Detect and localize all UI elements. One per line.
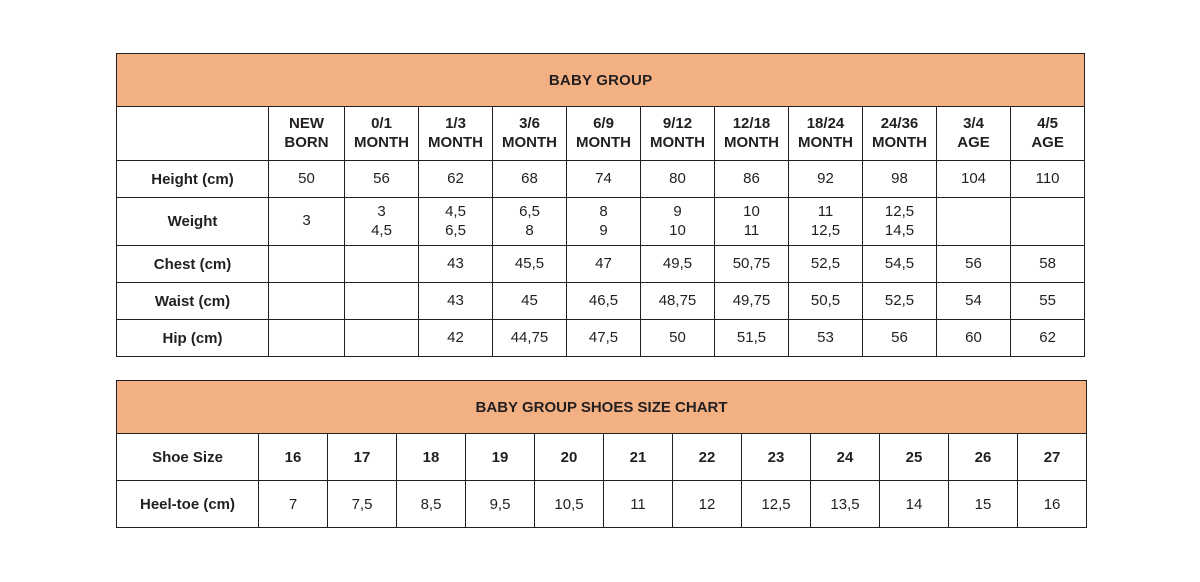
cell-waist-24-36-month: 52,5: [863, 283, 937, 320]
cell-hip-9-12-month: 50: [641, 320, 715, 357]
cell-weight-4-5-age: [1011, 198, 1085, 246]
cell-shoe-size-19: 19: [466, 434, 535, 481]
cell-heel-toe-17: 7,5: [328, 481, 397, 528]
cell-weight-24-36-month: [863, 198, 937, 246]
table-row: [117, 283, 1085, 320]
cell-chest-4-5-age: 58: [1011, 246, 1085, 283]
cell-heel-toe-26: 15: [949, 481, 1018, 528]
column-header-6-9-month: [567, 107, 641, 161]
row-label-hip: Hip (cm): [117, 320, 269, 357]
cell-shoe-size-26: 26: [949, 434, 1018, 481]
cell-weight-new-born: [269, 198, 345, 246]
header-line-2: BORN: [284, 133, 329, 151]
shoes-title-row: [117, 381, 1087, 434]
value-bottom: 8: [525, 221, 534, 239]
row-label-heel-toe: Heel-toe (cm): [117, 481, 259, 528]
value-bottom: 9: [599, 221, 608, 239]
cell-height-4-5-age: 110: [1011, 161, 1085, 198]
value-top: 3: [302, 212, 311, 230]
header-line-1: 18/24: [806, 115, 845, 133]
cell-waist-1-3-month: 43: [419, 283, 493, 320]
value-bottom: 6,5: [445, 221, 466, 239]
row-label-chest: Chest (cm): [117, 246, 269, 283]
cell-shoe-size-16: 16: [259, 434, 328, 481]
cell-heel-toe-23: 12,5: [742, 481, 811, 528]
cell-heel-toe-24: 13,5: [811, 481, 880, 528]
cell-chest-24-36-month: 54,5: [863, 246, 937, 283]
cell-chest-6-9-month: 47: [567, 246, 641, 283]
cell-chest-1-3-month: 43: [419, 246, 493, 283]
value-top: 10: [743, 203, 760, 221]
header-line-2: MONTH: [428, 133, 483, 151]
row-label-shoe-size: Shoe Size: [117, 434, 259, 481]
value-top: 8: [599, 203, 608, 221]
cell-waist-12-18-month: 49,75: [715, 283, 789, 320]
cell-chest-0-1-month: [345, 246, 419, 283]
column-header-9-12-month: [641, 107, 715, 161]
cell-hip-1-3-month: 42: [419, 320, 493, 357]
cell-hip-6-9-month: 47,5: [567, 320, 641, 357]
cell-hip-18-24-month: 53: [789, 320, 863, 357]
cell-chest-new-born: [269, 246, 345, 283]
value-top: 11: [817, 203, 834, 221]
baby-group-table: [116, 53, 1085, 357]
cell-heel-toe-16: 7: [259, 481, 328, 528]
table-row: [117, 434, 1087, 481]
row-label-waist: Waist (cm): [117, 283, 269, 320]
cell-height-12-18-month: 86: [715, 161, 789, 198]
column-header-24-36-month: [863, 107, 937, 161]
cell-shoe-size-17: 17: [328, 434, 397, 481]
table-row: [117, 246, 1085, 283]
header-line-1: 9/12: [662, 115, 693, 133]
header-line-2: MONTH: [798, 133, 853, 151]
header-line-2: MONTH: [502, 133, 557, 151]
cell-chest-9-12-month: 49,5: [641, 246, 715, 283]
cell-weight-18-24-month: [789, 198, 863, 246]
header-line-2: MONTH: [872, 133, 927, 151]
cell-height-1-3-month: 62: [419, 161, 493, 198]
cell-weight-12-18-month: [715, 198, 789, 246]
cell-waist-new-born: [269, 283, 345, 320]
header-line-1: 24/36: [880, 115, 919, 133]
cell-height-6-9-month: 74: [567, 161, 641, 198]
cell-hip-3-4-age: 60: [937, 320, 1011, 357]
cell-shoe-size-21: 21: [604, 434, 673, 481]
cell-shoe-size-23: 23: [742, 434, 811, 481]
header-line-2: MONTH: [576, 133, 631, 151]
cell-chest-3-4-age: 56: [937, 246, 1011, 283]
header-line-2: MONTH: [650, 133, 705, 151]
value-top: 12,5: [884, 203, 915, 221]
cell-waist-3-6-month: 45: [493, 283, 567, 320]
header-line-2: AGE: [1031, 133, 1064, 151]
cell-height-0-1-month: 56: [345, 161, 419, 198]
value-bottom: 12,5: [810, 221, 841, 239]
column-header-3-4-age: [937, 107, 1011, 161]
cell-weight-1-3-month: [419, 198, 493, 246]
cell-shoe-size-24: 24: [811, 434, 880, 481]
header-line-1: 6/9: [593, 115, 614, 133]
column-header-3-6-month: [493, 107, 567, 161]
row-label-weight: Weight: [117, 198, 269, 246]
header-line-1: 3/4: [963, 115, 984, 133]
cell-chest-18-24-month: 52,5: [789, 246, 863, 283]
cell-heel-toe-18: 8,5: [397, 481, 466, 528]
cell-waist-18-24-month: 50,5: [789, 283, 863, 320]
cell-hip-0-1-month: [345, 320, 419, 357]
cell-weight-3-6-month: [493, 198, 567, 246]
cell-weight-0-1-month: [345, 198, 419, 246]
cell-shoe-size-20: 20: [535, 434, 604, 481]
cell-height-3-6-month: 68: [493, 161, 567, 198]
header-line-1: 12/18: [732, 115, 771, 133]
cell-waist-3-4-age: 54: [937, 283, 1011, 320]
cell-height-9-12-month: 80: [641, 161, 715, 198]
table-title-row: [117, 54, 1085, 107]
cell-height-new-born: 50: [269, 161, 345, 198]
cell-hip-new-born: [269, 320, 345, 357]
cell-chest-12-18-month: 50,75: [715, 246, 789, 283]
cell-waist-6-9-month: 46,5: [567, 283, 641, 320]
cell-height-18-24-month: 92: [789, 161, 863, 198]
header-line-2: AGE: [957, 133, 990, 151]
row-label-height: Height (cm): [117, 161, 269, 198]
table-row: [117, 320, 1085, 357]
header-line-1: 0/1: [371, 115, 392, 133]
cell-shoe-size-22: 22: [673, 434, 742, 481]
value-top: 6,5: [519, 203, 540, 221]
cell-height-3-4-age: 104: [937, 161, 1011, 198]
cell-weight-9-12-month: [641, 198, 715, 246]
cell-hip-12-18-month: 51,5: [715, 320, 789, 357]
baby-group-title: BABY GROUP: [117, 54, 1085, 107]
cell-waist-0-1-month: [345, 283, 419, 320]
cell-weight-3-4-age: [937, 198, 1011, 246]
cell-hip-24-36-month: 56: [863, 320, 937, 357]
cell-heel-toe-22: 12: [673, 481, 742, 528]
baby-shoes-table: [116, 380, 1087, 528]
header-line-1: 1/3: [445, 115, 466, 133]
value-bottom: 14,5: [884, 221, 915, 239]
cell-weight-6-9-month: [567, 198, 641, 246]
cell-chest-3-6-month: 45,5: [493, 246, 567, 283]
cell-heel-toe-19: 9,5: [466, 481, 535, 528]
cell-shoe-size-18: 18: [397, 434, 466, 481]
header-line-2: MONTH: [354, 133, 409, 151]
table-header-row: [117, 107, 1085, 161]
cell-waist-4-5-age: 55: [1011, 283, 1085, 320]
value-top: 4,5: [445, 203, 466, 221]
cell-height-24-36-month: 98: [863, 161, 937, 198]
column-header-new-born: [269, 107, 345, 161]
header-corner-cell: [117, 107, 269, 161]
cell-hip-4-5-age: 62: [1011, 320, 1085, 357]
value-bottom: 10: [669, 221, 686, 239]
value-bottom: 4,5: [371, 221, 392, 239]
cell-waist-9-12-month: 48,75: [641, 283, 715, 320]
column-header-12-18-month: [715, 107, 789, 161]
value-top: 3: [377, 203, 386, 221]
cell-shoe-size-27: 27: [1018, 434, 1087, 481]
table-row: [117, 161, 1085, 198]
value-bottom: 11: [743, 221, 760, 239]
cell-heel-toe-21: 11: [604, 481, 673, 528]
value-top: 9: [673, 203, 682, 221]
column-header-18-24-month: [789, 107, 863, 161]
cell-hip-3-6-month: 44,75: [493, 320, 567, 357]
table-row: [117, 481, 1087, 528]
baby-shoes-title: BABY GROUP SHOES SIZE CHART: [117, 381, 1087, 434]
cell-shoe-size-25: 25: [880, 434, 949, 481]
header-line-2: MONTH: [724, 133, 779, 151]
column-header-1-3-month: [419, 107, 493, 161]
cell-heel-toe-20: 10,5: [535, 481, 604, 528]
cell-heel-toe-25: 14: [880, 481, 949, 528]
header-line-1: 3/6: [519, 115, 540, 133]
column-header-0-1-month: [345, 107, 419, 161]
column-header-4-5-age: [1011, 107, 1085, 161]
cell-heel-toe-27: 16: [1018, 481, 1087, 528]
table-row: [117, 198, 1085, 246]
header-line-1: 4/5: [1037, 115, 1058, 133]
header-line-1: NEW: [289, 115, 324, 133]
